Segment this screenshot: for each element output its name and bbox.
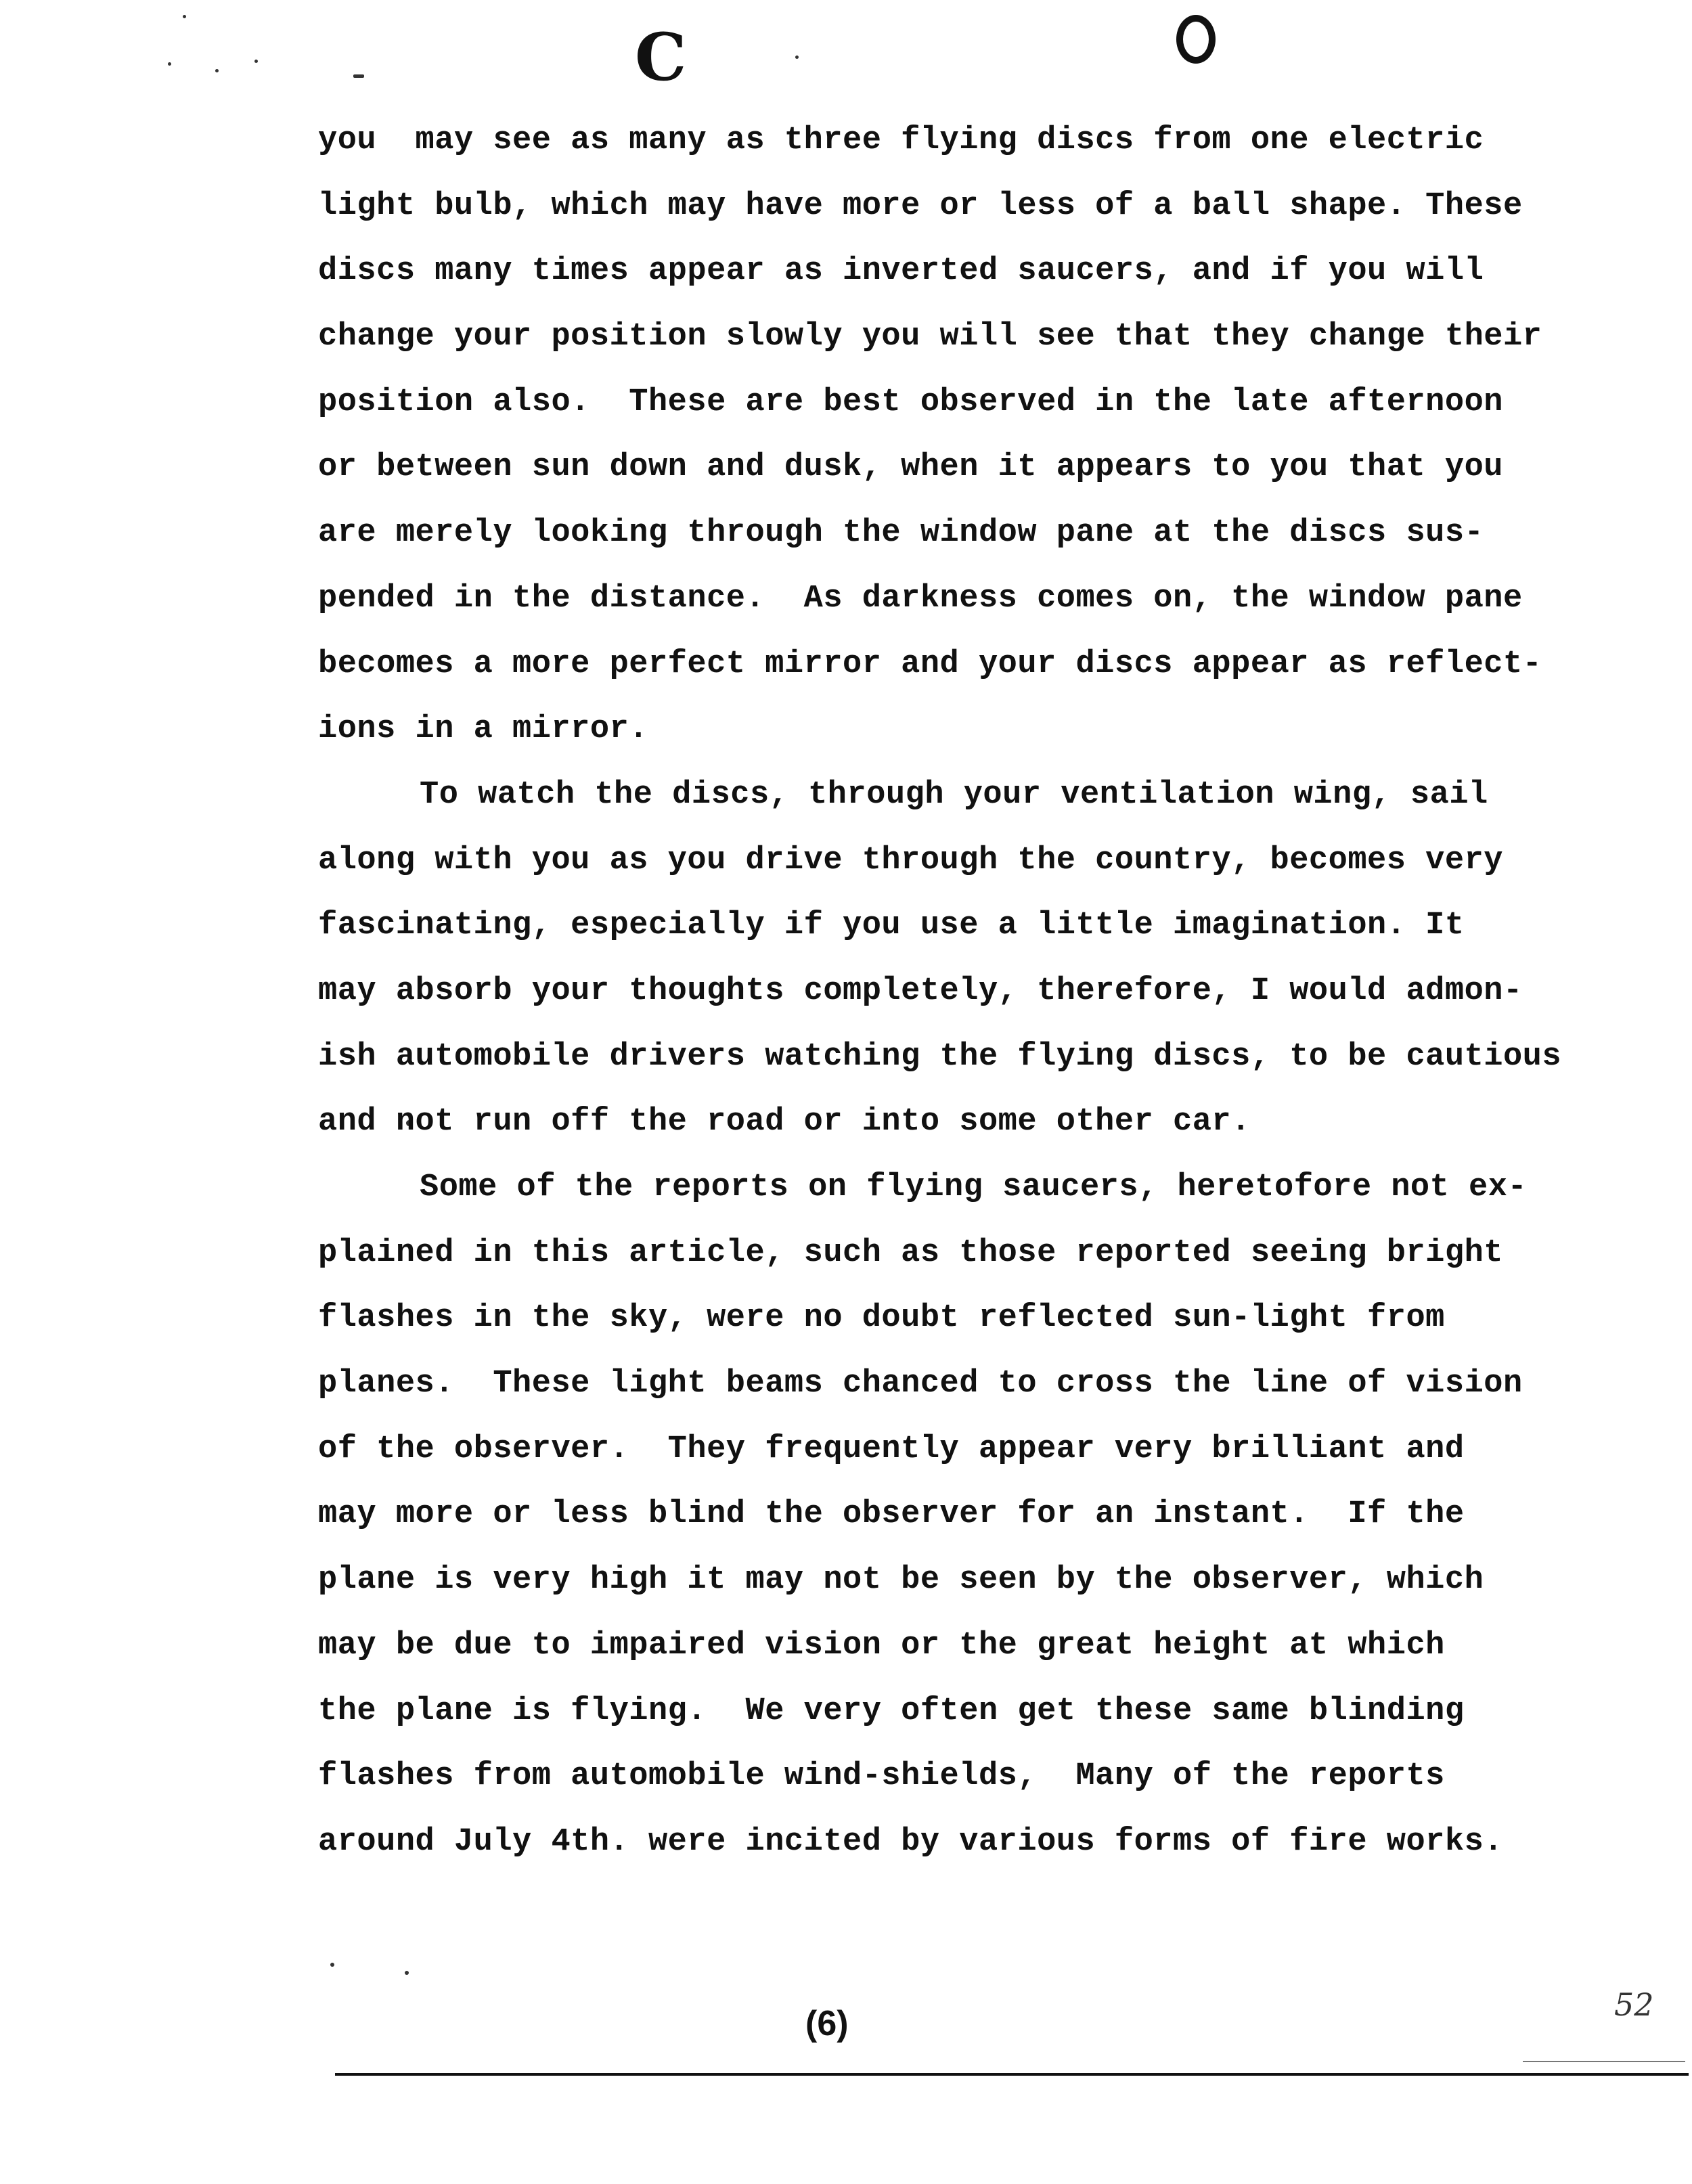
text-line: pended in the distance. As darkness comes on, the window pane [318,580,1523,617]
text-line: of the observer. They frequently appear very brilliant and [318,1431,1465,1467]
text-line: light bulb, which may have more or less of a ball shape. These [318,187,1523,224]
text-line: may be due to impaired vision or the great height at which [318,1627,1445,1664]
punch-hole-left: C [635,19,687,95]
text-line: plane is very high it may not be seen by the observer, which [318,1562,1484,1599]
text-line: you may see as many as three flying discs from one electric [318,122,1484,158]
scan-speck [353,74,364,78]
text-line: along with you as you drive through the country, becomes very [318,842,1503,878]
text-line: ions in a mirror. [318,711,648,748]
text-line: ish automobile drivers watching the flying discs, to be cautious [318,1038,1562,1075]
text-line: flashes from automobile wind-shields, Many of the reports [318,1758,1445,1795]
page-number: (6) [805,2004,849,2043]
text-line: and not run off the road or into some other car. [318,1104,1251,1140]
scan-speck [254,60,258,63]
scan-speck [330,1963,334,1967]
text-line: or between sun down and dusk, when it appears to you that you [318,449,1503,486]
scan-speck [215,69,219,72]
handwritten-page-annotation: 52 [1614,1986,1654,2023]
text-line: may absorb your thoughts completely, therefore, I would admon- [318,973,1523,1009]
text-line: fascinating, especially if you use a little imagination. It [318,908,1465,944]
text-line: To watch the discs, through your ventilation wing, sail [420,776,1488,813]
text-line: planes. These light beams chanced to cross the line of vision [318,1366,1523,1402]
text-line: Some of the reports on flying saucers, heretofore not ex- [420,1169,1528,1205]
text-line: the plane is flying. We very often get these same blinding [318,1693,1465,1729]
text-line: position also. These are best observed in the late afternoon [318,384,1503,420]
scan-speck [168,62,171,66]
text-line: change your position slowly you will see that they change their [318,319,1542,355]
footer-rule [335,2073,1689,2076]
text-line: discs many times appear as inverted saucers, and if you will [318,253,1484,290]
text-line: may more or less blind the observer for an instant. If the [318,1496,1465,1533]
punch-hole-right [1176,15,1216,64]
document-body [318,108,1590,1875]
scan-speck [405,1971,409,1975]
text-line: are merely looking through the window pane at the discs sus- [318,515,1484,552]
scan-speck [183,15,186,18]
text-line: around July 4th. were incited by various forms of fire works. [318,1823,1503,1860]
text-line: plained in this article, such as those reported seeing bright [318,1234,1503,1271]
footer-rule-faint [1523,2061,1685,2062]
text-line: becomes a more perfect mirror and your discs appear as reflect- [318,646,1542,682]
text-line: flashes in the sky, were no doubt reflected sun-light from [318,1300,1445,1337]
scan-speck [795,55,799,59]
